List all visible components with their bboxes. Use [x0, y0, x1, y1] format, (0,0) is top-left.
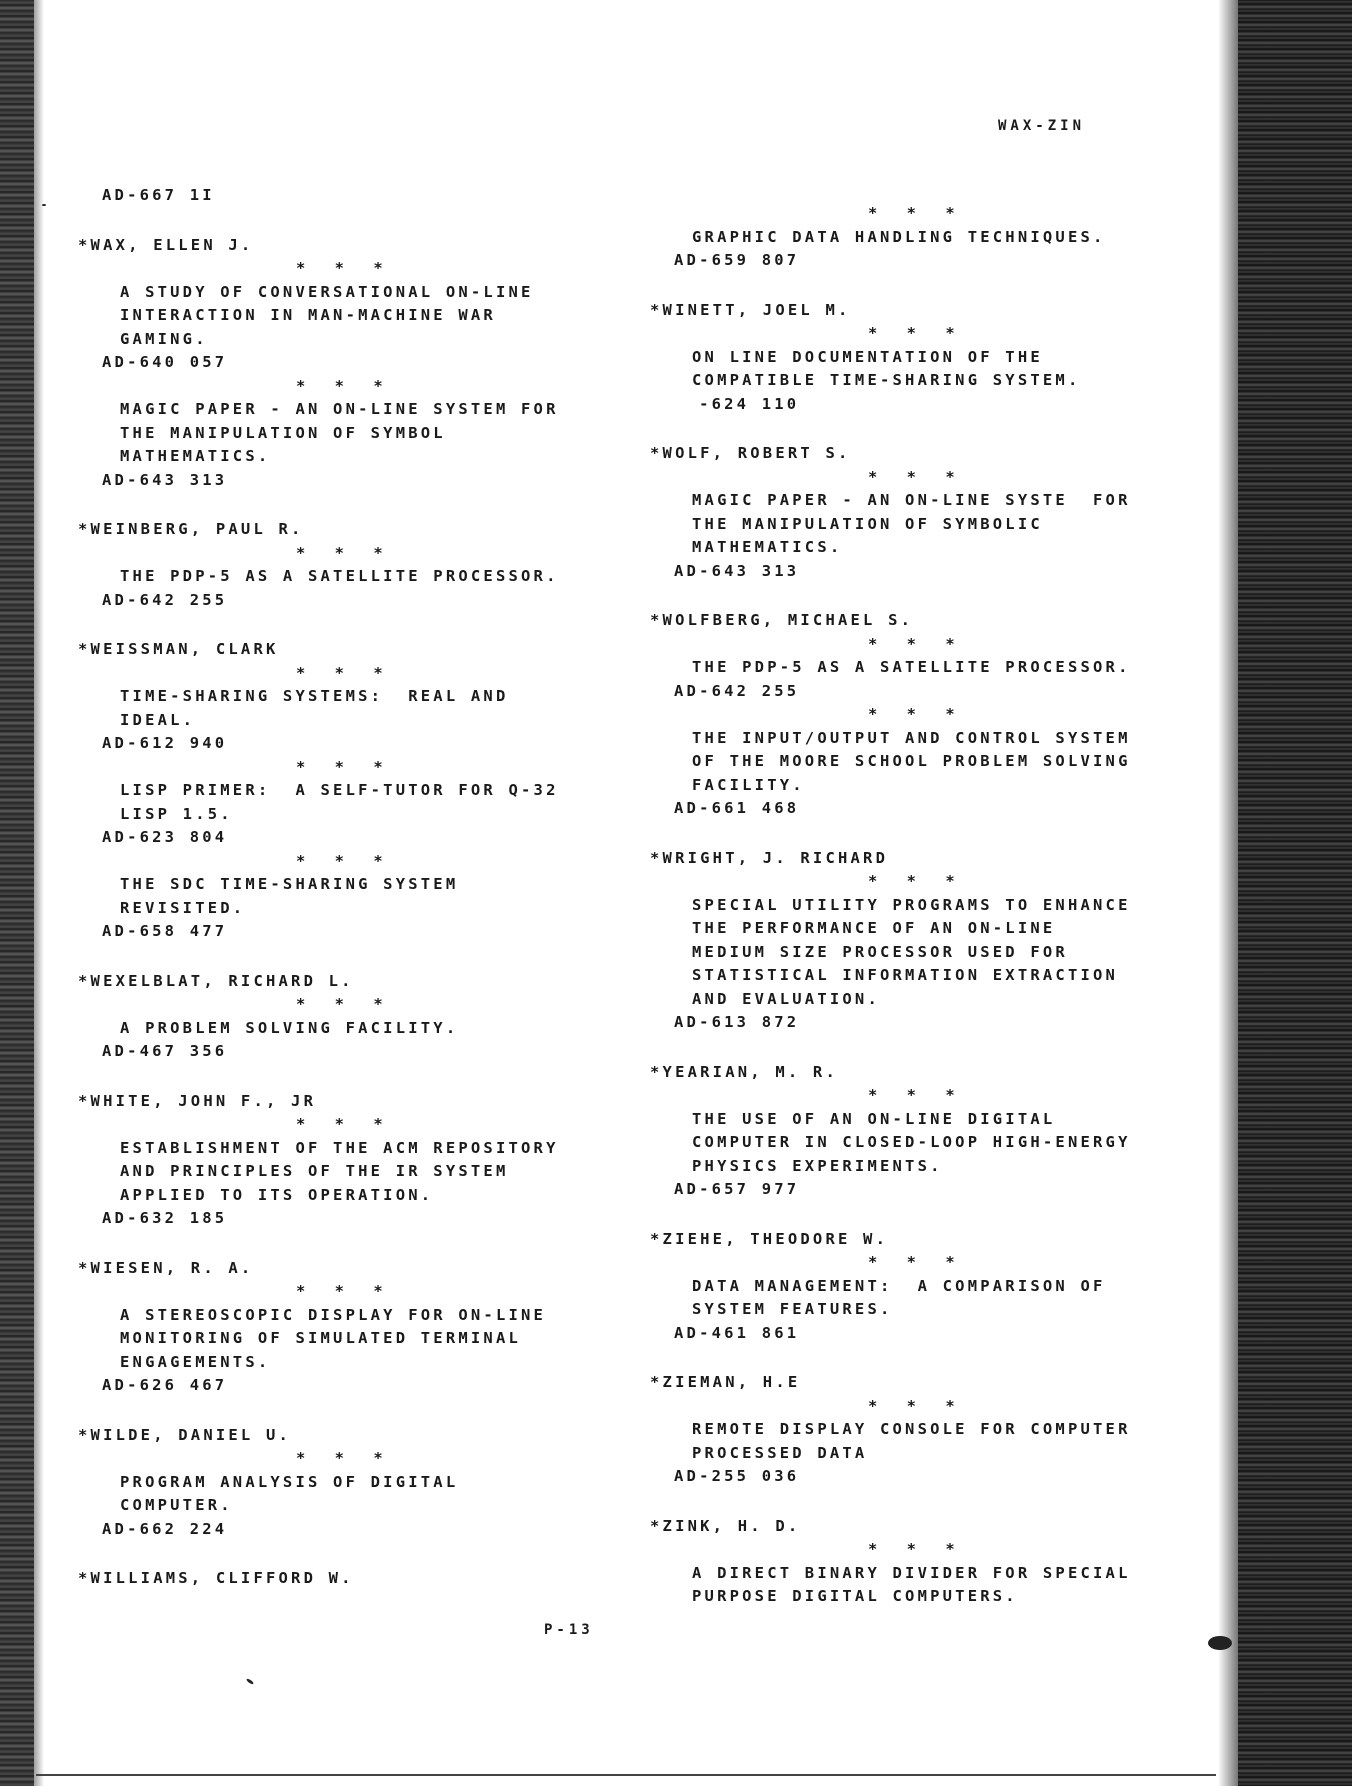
- author-entry: *WEINBERG, PAUL R.: [78, 520, 304, 538]
- page-header: WAX-ZIN: [998, 118, 1086, 134]
- scan-speck: [42, 204, 46, 206]
- title-line: ESTABLISHMENT OF THE ACM REPOSITORY: [120, 1138, 559, 1157]
- separator-asterisks: * * *: [296, 259, 393, 277]
- title-line: A PROBLEM SOLVING FACILITY.: [120, 1018, 459, 1037]
- separator-asterisks: * * *: [868, 872, 965, 890]
- separator-asterisks: * * *: [868, 1086, 965, 1104]
- entry-spacer: [78, 612, 638, 638]
- title-line: LISP 1.5.: [120, 804, 233, 823]
- entry-spacer: [650, 416, 1210, 442]
- title-line: SYSTEM FEATURES.: [692, 1300, 893, 1318]
- author-entry: *WINETT, JOEL M.: [650, 300, 851, 319]
- entry-spacer: [78, 492, 638, 518]
- separator-asterisks: * * *: [296, 995, 393, 1013]
- report-number: AD-642 255: [102, 590, 228, 609]
- separator-asterisks: * * *: [296, 851, 393, 870]
- report-number: AD-626 467: [102, 1376, 228, 1394]
- title-line: TIME-SHARING SYSTEMS: REAL AND: [120, 687, 509, 705]
- title-line: STATISTICAL INFORMATION EXTRACTION: [692, 966, 1119, 984]
- report-number: AD-662 224: [102, 1519, 228, 1538]
- report-number: AD-461 861: [674, 1323, 800, 1342]
- title-line: AND PRINCIPLES OF THE IR SYSTEM: [120, 1162, 509, 1180]
- title-line: THE MANIPULATION OF SYMBOLIC: [692, 514, 1043, 533]
- author-entry: *WOLFBERG, MICHAEL S.: [650, 611, 914, 629]
- scan-speck: [246, 1678, 254, 1685]
- title-line: THE PDP-5 AS A SATELLITE PROCESSOR.: [120, 567, 559, 585]
- title-line: THE INPUT/OUTPUT AND CONTROL SYSTEM: [692, 728, 1131, 747]
- title-line: THE MANIPULATION OF SYMBOL: [120, 423, 446, 442]
- entry-spacer: [650, 1345, 1210, 1371]
- report-number: AD-661 468: [674, 799, 800, 817]
- title-line: PURPOSE DIGITAL COMPUTERS.: [692, 1587, 1018, 1605]
- report-number: -624 110: [674, 394, 800, 413]
- title-line: LISP PRIMER: A SELF-TUTOR FOR Q-32: [120, 781, 559, 799]
- report-number: AD-632 185: [102, 1209, 228, 1227]
- report-number: AD-255 036: [674, 1467, 800, 1485]
- entry-spacer: [78, 1064, 638, 1090]
- author-entry: *ZINK, H. D.: [650, 1516, 801, 1535]
- title-line: COMPUTER IN CLOSED-LOOP HIGH-ENERGY: [692, 1133, 1131, 1151]
- title-line: GAMING.: [120, 329, 208, 348]
- bottom-scan-edge: [36, 1774, 1216, 1776]
- report-number: AD-657 977: [674, 1180, 800, 1198]
- title-line: COMPATIBLE TIME-SHARING SYSTEM.: [692, 371, 1081, 389]
- title-line: INTERACTION IN MAN-MACHINE WAR: [120, 306, 496, 324]
- title-line: DATA MANAGEMENT: A COMPARISON OF: [692, 1276, 1106, 1295]
- title-line: FACILITY.: [692, 775, 805, 794]
- title-line: MONITORING OF SIMULATED TERMINAL: [120, 1329, 522, 1347]
- author-entry: *ZIEHE, THEODORE W.: [650, 1229, 889, 1248]
- entry-spacer: [78, 1398, 638, 1424]
- separator-asterisks: * * *: [296, 1449, 393, 1467]
- entry-spacer: [650, 821, 1210, 847]
- separator-asterisks: * * *: [868, 634, 965, 653]
- title-line: PHYSICS EXPERIMENTS.: [692, 1156, 943, 1175]
- separator-asterisks: * * *: [868, 1540, 965, 1558]
- title-line: THE SDC TIME-SHARING SYSTEM: [120, 875, 459, 893]
- separator-asterisks: * * *: [296, 663, 393, 682]
- entry-spacer: [650, 1202, 1210, 1228]
- title-line: IDEAL.: [120, 710, 196, 729]
- report-number: AD-659 807: [674, 251, 800, 269]
- entry-spacer: [78, 1231, 638, 1257]
- author-entry: *WHITE, JOHN F., JR: [78, 1091, 317, 1110]
- entry-spacer: [650, 1035, 1210, 1061]
- title-line: MEDIUM SIZE PROCESSOR USED FOR: [692, 942, 1068, 961]
- author-entry: *WILLIAMS, CLIFFORD W.: [78, 1569, 354, 1587]
- left-scan-shadow: [34, 0, 44, 1786]
- entry-spacer: [650, 1489, 1210, 1515]
- report-number: AD-640 057: [102, 353, 228, 371]
- right-scan-shadow: [1218, 0, 1238, 1786]
- author-entry: *WEXELBLAT, RICHARD L.: [78, 971, 354, 990]
- title-line: REVISITED.: [120, 898, 246, 917]
- author-entry: *ZIEMAN, H.E: [650, 1373, 801, 1391]
- separator-asterisks: * * *: [296, 1115, 393, 1133]
- author-entry: *WIESEN, R. A.: [78, 1258, 254, 1277]
- separator-asterisks: * * *: [868, 204, 965, 222]
- entry-spacer: [650, 583, 1210, 609]
- scan-speck: [1208, 1636, 1232, 1650]
- title-line: AND EVALUATION.: [692, 989, 880, 1008]
- report-number: AD-643 313: [674, 561, 800, 580]
- report-number: AD-643 313: [102, 470, 228, 489]
- right-column: [650, 202, 1210, 1609]
- author-entry: *WEISSMAN, CLARK: [78, 640, 279, 658]
- title-line: A STEREOSCOPIC DISPLAY FOR ON-LINE: [120, 1305, 547, 1324]
- separator-asterisks: * * *: [296, 543, 393, 562]
- title-line: PROGRAM ANALYSIS OF DIGITAL: [120, 1472, 459, 1491]
- title-line: PROCESSED DATA: [692, 1443, 868, 1462]
- entry-spacer: [78, 944, 638, 970]
- title-line: MAGIC PAPER - AN ON-LINE SYSTE FOR: [692, 491, 1131, 509]
- entry-spacer: [650, 273, 1210, 299]
- page-number: P-13: [544, 1622, 594, 1638]
- separator-asterisks: * * *: [868, 1396, 965, 1415]
- left-column: [78, 184, 638, 1591]
- title-line: MAGIC PAPER - AN ON-LINE SYSTEM FOR: [120, 400, 559, 418]
- author-entry: *YEARIAN, M. R.: [650, 1062, 838, 1081]
- title-line: APPLIED TO ITS OPERATION.: [120, 1185, 434, 1204]
- author-entry: *WAX, ELLEN J.: [78, 235, 254, 254]
- title-line: GRAPHIC DATA HANDLING TECHNIQUES.: [692, 227, 1106, 246]
- author-entry: *WILDE, DANIEL U.: [78, 1425, 292, 1444]
- separator-asterisks: * * *: [296, 757, 393, 776]
- title-line: THE PERFORMANCE OF AN ON-LINE: [692, 919, 1056, 937]
- title-line: REMOTE DISPLAY CONSOLE FOR COMPUTER: [692, 1420, 1131, 1438]
- report-number: AD-623 804: [102, 828, 228, 846]
- right-scan-edge: [1238, 0, 1352, 1786]
- report-number: AD-612 940: [102, 734, 228, 752]
- separator-asterisks: * * *: [868, 705, 965, 723]
- separator-asterisks: * * *: [296, 376, 393, 395]
- left-scan-edge: [0, 0, 34, 1786]
- title-line: COMPUTER.: [120, 1496, 233, 1514]
- title-line: ENGAGEMENTS.: [120, 1352, 271, 1371]
- report-number: AD-613 872: [674, 1013, 800, 1031]
- title-line: ON LINE DOCUMENTATION OF THE: [692, 347, 1043, 366]
- title-line: MATHEMATICS.: [692, 538, 843, 556]
- title-line: A DIRECT BINARY DIVIDER FOR SPECIAL: [692, 1563, 1131, 1582]
- author-entry: *WRIGHT, J. RICHARD: [650, 848, 889, 867]
- separator-asterisks: * * *: [296, 1282, 393, 1300]
- separator-asterisks: * * *: [868, 1253, 965, 1271]
- separator-asterisks: * * *: [868, 467, 965, 486]
- entry-spacer: [78, 1541, 638, 1567]
- title-line: THE USE OF AN ON-LINE DIGITAL: [692, 1109, 1056, 1128]
- title-line: OF THE MOORE SCHOOL PROBLEM SOLVING: [692, 752, 1131, 770]
- title-line: THE PDP-5 AS A SATELLITE PROCESSOR.: [692, 658, 1131, 676]
- report-number: AD-467 356: [102, 1042, 228, 1060]
- report-number: AD-658 477: [102, 922, 228, 940]
- report-number: AD-667 1I: [102, 186, 215, 204]
- title-line: MATHEMATICS.: [120, 447, 271, 465]
- author-entry: *WOLF, ROBERT S.: [650, 444, 851, 462]
- report-number: AD-642 255: [674, 681, 800, 700]
- entry-spacer: [78, 208, 638, 234]
- title-line: SPECIAL UTILITY PROGRAMS TO ENHANCE: [692, 895, 1131, 914]
- title-line: A STUDY OF CONVERSATIONAL ON-LINE: [120, 282, 534, 301]
- separator-asterisks: * * *: [868, 324, 965, 342]
